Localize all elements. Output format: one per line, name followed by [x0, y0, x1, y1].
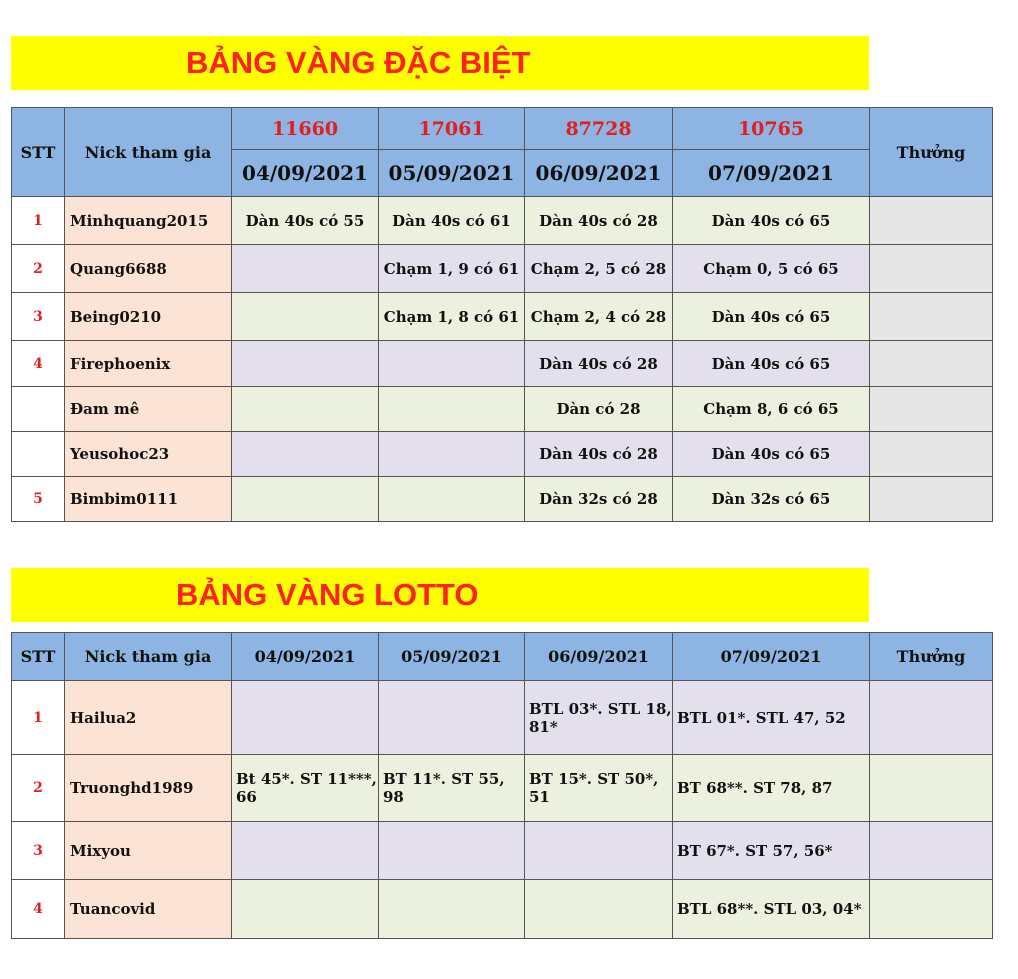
row-entry: BT 67*. ST 57, 56*	[673, 822, 870, 880]
row-entry	[232, 432, 379, 477]
header-reward: Thưởng	[870, 108, 993, 197]
row-stt: 3	[12, 822, 65, 880]
row-entry: BT 11*. ST 55, 98	[379, 755, 525, 822]
result-number: 87728	[525, 108, 673, 150]
row-reward	[870, 341, 993, 387]
table-row	[12, 341, 993, 387]
row-nick: Hailua2	[65, 681, 232, 755]
table-row	[12, 293, 993, 341]
table-row	[12, 822, 993, 880]
row-entry	[232, 245, 379, 293]
row-entry: Chạm 2, 5 có 28	[525, 245, 673, 293]
row-entry: Dàn 40s có 28	[525, 341, 673, 387]
row-nick: Minhquang2015	[65, 197, 232, 245]
row-reward	[870, 293, 993, 341]
special-table	[11, 107, 993, 522]
header-date: 07/09/2021	[673, 633, 870, 681]
header-nick: Nick tham gia	[65, 633, 232, 681]
row-stt: 1	[12, 197, 65, 245]
row-entry: BTL 01*. STL 47, 52	[673, 681, 870, 755]
row-stt: 4	[12, 341, 65, 387]
row-entry: Dàn 32s có 65	[673, 477, 870, 522]
row-reward	[870, 822, 993, 880]
row-stt	[12, 432, 65, 477]
row-entry: Dàn 32s có 28	[525, 477, 673, 522]
row-entry: Dàn 40s có 28	[525, 197, 673, 245]
row-entry	[232, 387, 379, 432]
row-entry	[232, 293, 379, 341]
row-stt: 3	[12, 293, 65, 341]
lotto-title: BẢNG VÀNG LOTTO	[176, 577, 479, 612]
row-entry	[379, 822, 525, 880]
row-nick: Tuancovid	[65, 880, 232, 939]
row-nick: Quang6688	[65, 245, 232, 293]
header-date: 06/09/2021	[525, 150, 673, 197]
special-title: BẢNG VÀNG ĐẶC BIỆT	[186, 45, 531, 80]
row-entry: Dàn 40s có 28	[525, 432, 673, 477]
special-banner	[11, 36, 869, 90]
result-number: 17061	[379, 108, 525, 150]
row-entry	[525, 822, 673, 880]
row-nick: Đam mê	[65, 387, 232, 432]
header-date: 04/09/2021	[232, 150, 379, 197]
row-entry: BTL 68**. STL 03, 04*	[673, 880, 870, 939]
header-stt: STT	[12, 633, 65, 681]
table-row	[12, 432, 993, 477]
row-entry: Dàn có 28	[525, 387, 673, 432]
row-entry	[379, 880, 525, 939]
row-nick: Bimbim0111	[65, 477, 232, 522]
row-entry	[379, 387, 525, 432]
row-reward	[870, 387, 993, 432]
row-entry	[232, 880, 379, 939]
row-reward	[870, 755, 993, 822]
row-entry: Bt 45*. ST 11***, 66	[232, 755, 379, 822]
table-row	[12, 755, 993, 822]
row-stt: 4	[12, 880, 65, 939]
row-entry: Dàn 40s có 65	[673, 293, 870, 341]
row-entry	[232, 681, 379, 755]
table-row	[12, 387, 993, 432]
row-reward	[870, 197, 993, 245]
row-entry: Dàn 40s có 65	[673, 197, 870, 245]
row-entry	[232, 341, 379, 387]
header-nick: Nick tham gia	[65, 108, 232, 197]
header-date: 07/09/2021	[673, 150, 870, 197]
result-number: 10765	[673, 108, 870, 150]
row-entry: Dàn 40s có 65	[673, 432, 870, 477]
row-entry	[379, 681, 525, 755]
row-nick: Truonghd1989	[65, 755, 232, 822]
header-reward: Thưởng	[870, 633, 993, 681]
header-date: 05/09/2021	[379, 150, 525, 197]
row-entry	[379, 477, 525, 522]
row-stt: 2	[12, 755, 65, 822]
row-nick: Firephoenix	[65, 341, 232, 387]
row-entry: BT 68**. ST 78, 87	[673, 755, 870, 822]
row-entry: Chạm 2, 4 có 28	[525, 293, 673, 341]
row-entry: Chạm 0, 5 có 65	[673, 245, 870, 293]
row-nick: Being0210	[65, 293, 232, 341]
row-entry: BTL 03*. STL 18, 81*	[525, 681, 673, 755]
row-entry: Chạm 1, 9 có 61	[379, 245, 525, 293]
table-row	[12, 681, 993, 755]
header-date: 05/09/2021	[379, 633, 525, 681]
row-stt: 5	[12, 477, 65, 522]
table-row	[12, 197, 993, 245]
row-reward	[870, 477, 993, 522]
row-nick: Yeusohoc23	[65, 432, 232, 477]
table-row	[12, 477, 993, 522]
row-entry: Dàn 40s có 65	[673, 341, 870, 387]
row-stt: 2	[12, 245, 65, 293]
row-reward	[870, 880, 993, 939]
row-entry	[379, 341, 525, 387]
row-entry	[379, 432, 525, 477]
header-stt: STT	[12, 108, 65, 197]
lotto-table	[11, 632, 993, 939]
row-stt: 1	[12, 681, 65, 755]
row-entry: Dàn 40s có 55	[232, 197, 379, 245]
row-entry: Dàn 40s có 61	[379, 197, 525, 245]
row-entry: BT 15*. ST 50*, 51	[525, 755, 673, 822]
row-entry	[525, 880, 673, 939]
table-row	[12, 880, 993, 939]
row-entry	[232, 822, 379, 880]
row-reward	[870, 432, 993, 477]
lotto-banner	[11, 568, 869, 622]
row-reward	[870, 681, 993, 755]
row-stt	[12, 387, 65, 432]
row-nick: Mixyou	[65, 822, 232, 880]
row-entry: Chạm 1, 8 có 61	[379, 293, 525, 341]
row-entry: Chạm 8, 6 có 65	[673, 387, 870, 432]
header-date: 04/09/2021	[232, 633, 379, 681]
row-entry	[232, 477, 379, 522]
table-row	[12, 245, 993, 293]
row-reward	[870, 245, 993, 293]
header-date: 06/09/2021	[525, 633, 673, 681]
result-number: 11660	[232, 108, 379, 150]
